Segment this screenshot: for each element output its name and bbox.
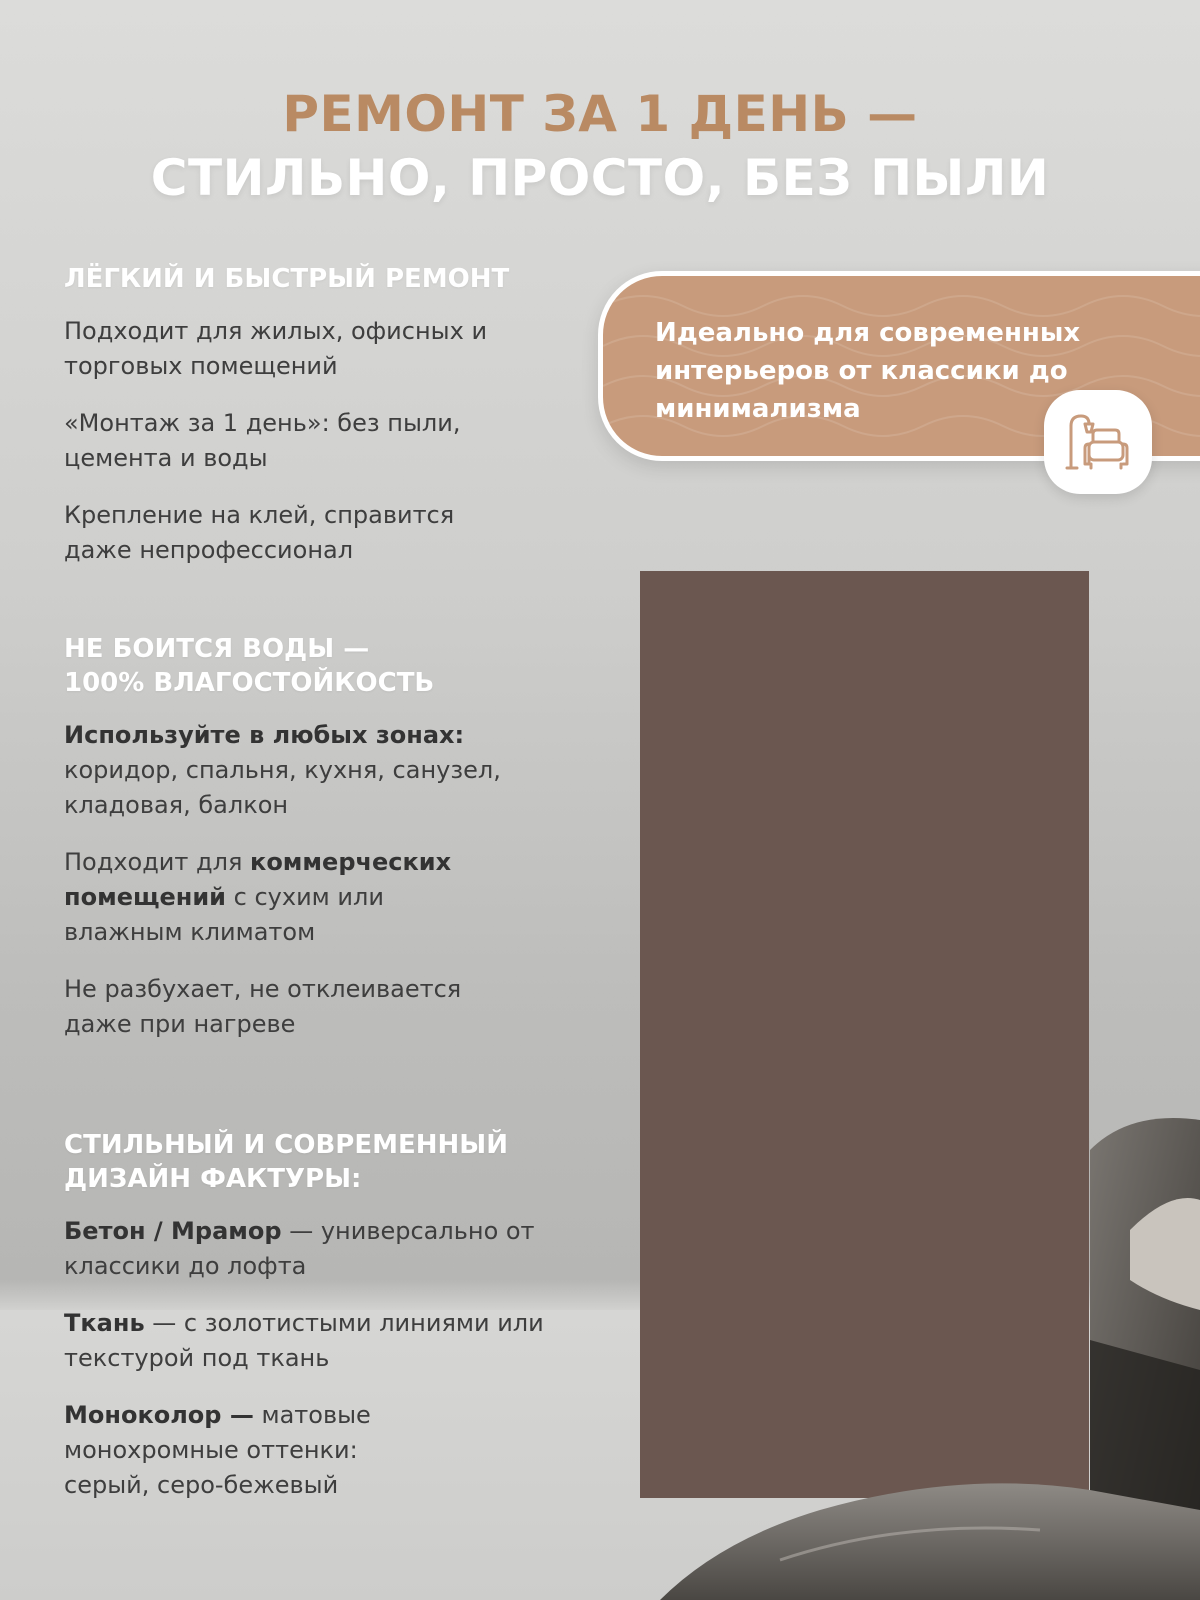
feature-bold: коммерческих помещений (64, 848, 452, 911)
title-line-2: СТИЛЬНО, ПРОСТО, БЕЗ ПЫЛИ (150, 149, 1050, 207)
heading-line: ДИЗАЙН ФАКТУРЫ: (64, 1164, 362, 1194)
heading-line: 100% ВЛАГОСТОЙКОСТЬ (64, 668, 435, 698)
lamp-sofa-icon (1063, 410, 1133, 474)
title-line-1: РЕМОНТ ЗА 1 ДЕНЬ — (282, 85, 918, 143)
feature-bold: Используйте в любых зонах: (64, 721, 465, 749)
feature-text: «Монтаж за 1 день»: без пыли, цемента и воды (64, 409, 461, 472)
section-quick-repair (64, 262, 524, 590)
color-swatch (640, 571, 1089, 1498)
feature-text (64, 718, 504, 823)
feature-bold: Бетон / Мрамор (64, 1217, 282, 1245)
section-heading: ЛЁГКИЙ И БЫСТРЫЙ РЕМОНТ (64, 264, 510, 294)
section-design (64, 1128, 564, 1525)
heading-line: СТИЛЬНЫЙ И СОВРЕМЕННЫЙ (64, 1130, 508, 1160)
interior-icon (1044, 390, 1152, 494)
page-title (0, 82, 1200, 210)
feature-text (64, 1306, 564, 1376)
feature-text (64, 1398, 424, 1503)
section-heading (64, 632, 524, 700)
feature-bold: Ткань (64, 1309, 145, 1337)
feature-text (64, 845, 504, 950)
feature-text: Подходит для жилых, офисных и торговых помещений (64, 317, 488, 380)
feature-bold: Моноколор — (64, 1401, 254, 1429)
badge-text: Идеально для современных интерьеров от классики до минимализма (655, 318, 1081, 424)
feature-rest: коридор, спальня, кухня, санузел, кладовая, балкон (64, 756, 501, 819)
section-waterproof (64, 632, 524, 1064)
feature-rest: с сухим или влажным климатом (64, 883, 384, 946)
feature-text (64, 1214, 564, 1284)
feature-text: Крепление на клей, справится даже непрофессионал (64, 501, 455, 564)
pillow-decoration (660, 1450, 1200, 1600)
feature-rest: — с золотистыми линиями или текстурой под ткань (64, 1309, 544, 1372)
feature-start: Подходит для (64, 848, 243, 876)
heading-line: НЕ БОИТСЯ ВОДЫ — (64, 634, 370, 664)
feature-text: Не разбухает, не отклеивается даже при нагреве (64, 975, 462, 1038)
section-heading (64, 1128, 564, 1196)
feature-rest: матовые монохромные оттенки: серый, серо-бежевый (64, 1401, 371, 1499)
feature-rest: — универсально от классики до лофта (64, 1217, 535, 1280)
